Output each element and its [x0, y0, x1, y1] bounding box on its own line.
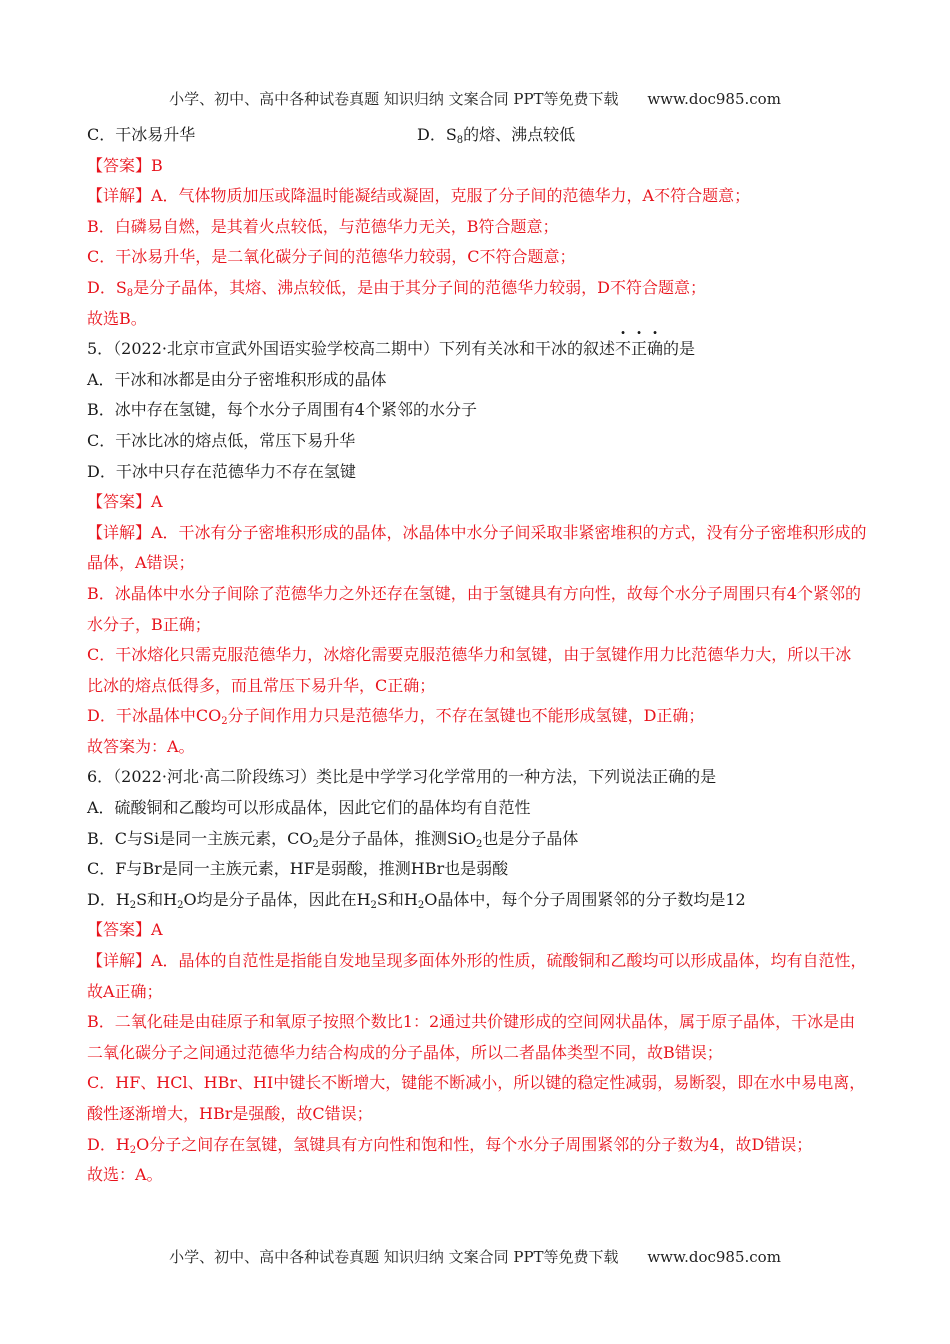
prev-answer: 【答案】B [87, 155, 163, 175]
prev-options-row [87, 120, 867, 151]
prev-option-c: C．干冰易升华 [87, 125, 196, 144]
q6-option-b: B．C与Si是同一主族元素，$CO_2$是分子晶体，推测SiO$_2$也是分子晶体 [87, 828, 579, 850]
q6-detail-d: D．$H_2O$分子之间存在氢键，氢键具有方向性和饱和性，每个水分子周围紧邻的分子数为4，故D错误； [87, 1134, 813, 1156]
q5-option-d: D．干冰中只存在范德华力不存在氢键 [87, 461, 356, 481]
q5-conclusion: 故答案为：A。 [87, 736, 195, 756]
prev-conclusion: 故选B。 [87, 308, 147, 328]
page-footer [0, 1246, 950, 1267]
q5-detail-c: C．干冰熔化只需克服范德华力，冰熔化需要克服范德华力和氢键，由于氢键作用力比范德华力大，所以干冰比冰的熔点低得多，而且常压下易升华，C正确； [87, 645, 852, 695]
prev-option-d: D．$S_8$的熔、沸点较低 [417, 125, 576, 146]
prev-detail-a: 【详解】A．气体物质加压或降温时能凝结或凝固，克服了分子间的范德华力，A不符合题意； [87, 186, 751, 206]
q5-detail-d: D．干冰晶体中$CO_2$分子间作用力只是范德华力，不存在氢键也不能形成氢键，D正确； [87, 706, 705, 728]
footer-text: 小学、初中、高中各种试卷真题 知识归纳 文案合同 PPT等免费下载 [169, 1248, 619, 1266]
q6-option-c: C．F与Br是同一主族元素，HF是弱酸，推测HBr也是弱酸 [87, 859, 509, 879]
prev-detail-c: C．干冰易升华，是二氧化碳分子间的范德华力较弱，C不符合题意； [87, 247, 576, 267]
q5-detail-b: B．冰晶体中水分子间除了范德华力之外还存在氢键，由于氢键具有方向性，故每个水分子周围只有4个紧邻的水分子，B正确； [87, 583, 861, 634]
q6-option-a: A．硫酸铜和乙酸均可以形成晶体，因此它们的晶体均有自范性 [87, 798, 531, 818]
q5-option-b: B．冰中存在氢键，每个水分子周围有4个紧邻的水分子 [87, 400, 477, 420]
q6-stem: 6．（2022·河北·高二阶段练习）类比是中学学习化学常用的一种方法，下列说法正确的是 [87, 767, 717, 787]
header-site[interactable]: www.doc985.com [647, 90, 781, 108]
q5-answer: 【答案】A [87, 492, 163, 512]
document-body [87, 120, 867, 1191]
q6-detail-c: C．HF、HCl、HBr、HI中键长不断增大，键能不断减小，所以键的稳定性减弱，易断裂，即在水中易电离，酸性逐渐增大，HBr是强酸，故C错误； [87, 1073, 866, 1123]
q5-option-c: C．干冰比冰的熔点低，常压下易升华 [87, 430, 356, 450]
prev-detail-d: D．$S_8$是分子晶体，其熔、沸点较低，是由于其分子间的范德华力较弱，D不符合题意； [87, 277, 707, 299]
page-header [0, 88, 950, 109]
prev-detail-b: B．白磷易自燃，是其着火点较低，与范德华力无关，B符合题意； [87, 216, 559, 236]
q6-option-d: D．$H_2S$和$H_2O$均是分子晶体，因此在$H_2S$和$H_2O$晶体中，每个分子周围紧邻的分子数均是12 [87, 889, 746, 911]
q6-detail-b: B．二氧化硅是由硅原子和氧原子按照个数比1：2通过共价键形成的空间网状晶体，属于原子晶体，干冰是由二氧化碳分子之间通过范德华力结合构成的分子晶体，所以二者晶体类型不同，故B错误； [87, 1012, 856, 1062]
q6-conclusion: 故选：A。 [87, 1165, 163, 1185]
q6-detail-a: 【详解】A．晶体的自范性是指能自发地呈现多面体外形的性质，硫酸铜和乙酸均可以形成晶体，均有自范性，故A正确； [87, 951, 867, 1001]
q5-stem: 5．（2022·北京市宣武外国语实验学校高二期中）下列有关冰和干冰的叙述不正确的是 [87, 339, 696, 359]
q5-option-a: A．干冰和冰都是由分子密堆积形成的晶体 [87, 369, 387, 389]
header-text: 小学、初中、高中各种试卷真题 知识归纳 文案合同 PPT等免费下载 [169, 90, 619, 108]
footer-site[interactable]: www.doc985.com [647, 1248, 781, 1266]
q6-answer: 【答案】A [87, 920, 163, 940]
q5-detail-a: 【详解】A．干冰有分子密堆积形成的晶体，冰晶体中水分子间采取非紧密堆积的方式，没有分子密堆积形成的晶体，A错误； [87, 522, 867, 573]
